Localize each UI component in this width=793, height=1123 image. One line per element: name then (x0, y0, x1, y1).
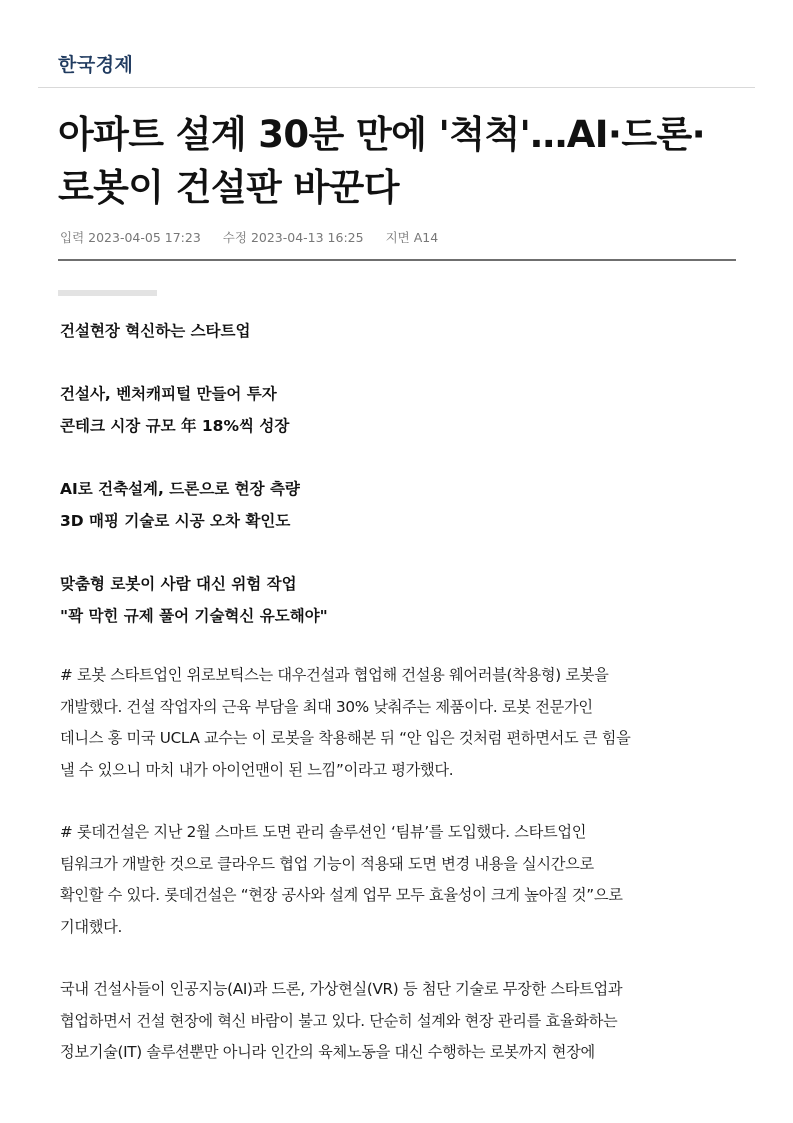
body-line: 팀워크가 개발한 것으로 클라우드 협업 기능이 적용돼 도면 변경 내용을 실시간으로 (60, 854, 594, 873)
body-line: 데니스 홍 미국 UCLA 교수는 이 로봇을 착용해본 뒤 “안 입은 것처럼 편하면서도 큰 힘을 (60, 729, 631, 747)
subheadline: 3D 매핑 기술로 시공 오차 확인도 (60, 512, 291, 530)
summary-accent-bar (58, 290, 157, 296)
body-line: 국내 건설사들이 인공지능(AI)과 드론, 가상현실(VR) 등 첨단 기술로 무장한 스타트업과 (60, 980, 623, 998)
body-line: 낼 수 있으니 마치 내가 아이언맨이 된 느낌”이라고 평가했다. (60, 760, 454, 779)
modified-label: 수정 (222, 230, 247, 245)
body-line: 정보기술(IT) 솔루션뿐만 아니라 인간의 육체노동을 대신 수행하는 로봇까지 현장에 (60, 1043, 595, 1061)
article-meta (60, 228, 456, 246)
modified-time: 2023-04-13 16:25 (250, 230, 364, 245)
subheadline: 건설사, 벤처캐피털 만들어 투자 (60, 385, 277, 403)
body-line: 협업하면서 건설 현장에 혁신 바람이 불고 있다. 단순히 설계와 현장 관리를 효율화하는 (60, 1011, 618, 1030)
meta-divider (58, 259, 736, 261)
body-line: 기대했다. (60, 917, 123, 936)
subheadline: 맞춤형 로봇이 사람 대신 위험 작업 (60, 575, 297, 593)
body-line: # 로봇 스타트업인 위로보틱스는 대우건설과 협업해 건설용 웨어러블(착용형) 로봇을 (60, 666, 609, 684)
body-paragraph (60, 817, 740, 943)
input-label: 입력 (60, 230, 85, 245)
article-subheadlines (60, 315, 740, 632)
article-body (60, 660, 740, 1100)
input-time: 2023-04-05 17:23 (88, 230, 201, 245)
body-line: # 롯데건설은 지난 2월 스마트 도면 관리 솔루션인 ‘팀뷰’를 도입했다. 스타트업인 (60, 823, 587, 841)
modified-timestamp (223, 230, 364, 245)
publication-logo[interactable]: 한국경제 (58, 54, 134, 76)
subheadline: 건설현장 혁신하는 스타트업 (60, 322, 251, 340)
header-divider (38, 87, 755, 88)
subheadline: 콘테크 시장 규모 年 18%씩 성장 (60, 417, 290, 435)
body-paragraph (60, 974, 740, 1069)
body-line: 확인할 수 있다. 롯데건설은 “현장 공사와 설계 업무 모두 효율성이 크게 높아질 것”으로 (60, 886, 623, 904)
subheadline-gap (60, 442, 740, 473)
article-headline: 아파트 설계 30분 만에 '척척'…AI·드론·로봇이 건설판 바꾼다 (58, 113, 706, 209)
subheadline-gap (60, 347, 740, 378)
subheadline: AI로 건축설계, 드론으로 현장 측량 (60, 480, 300, 498)
subheadline-gap (60, 537, 740, 568)
input-timestamp (60, 230, 201, 245)
body-paragraph (60, 660, 740, 786)
subheadline: "꽉 막힌 규제 풀어 기술혁신 유도해야" (60, 607, 328, 625)
print-page (386, 230, 439, 245)
page-number: A14 (413, 230, 439, 245)
page-label: 지면 (385, 230, 410, 245)
body-line: 개발했다. 건설 작업자의 근육 부담을 최대 30% 낮춰주는 제품이다. 로봇 전문가인 (60, 697, 593, 716)
